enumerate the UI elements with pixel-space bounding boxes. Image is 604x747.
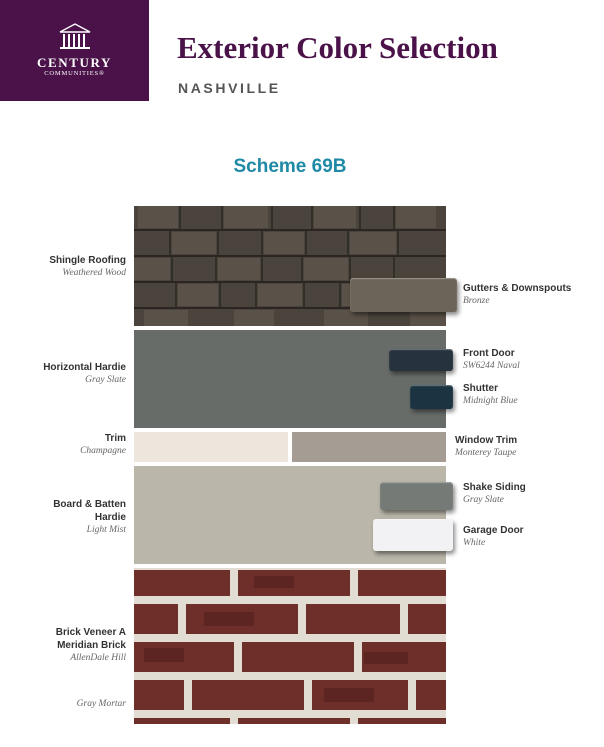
brick-veneer-label: [56, 626, 126, 665]
label-name: Horizontal Hardie: [43, 362, 126, 373]
board-batten-label: [53, 498, 126, 537]
label-value: SW6244 Naval: [463, 361, 520, 371]
label-name: Garage Door: [463, 525, 524, 536]
horizontal-hardie-swatch: [134, 330, 446, 428]
label-name: Trim: [104, 433, 126, 444]
label-value: AllenDale Hill: [70, 653, 126, 663]
label-name: Meridian Brick: [57, 640, 126, 651]
window-trim-label: [455, 434, 517, 460]
label-name: Hardie: [94, 512, 126, 523]
front-door-color-chip: [389, 349, 453, 371]
label-name: Shutter: [463, 383, 498, 394]
trim-label: [80, 432, 126, 458]
columns-logo-icon: [58, 22, 92, 50]
label-value: Champagne: [80, 446, 126, 456]
logo-subtitle: COMMUNITIES®: [44, 70, 105, 77]
label-value: Midnight Blue: [463, 396, 518, 406]
label-name: Window Trim: [455, 435, 518, 446]
shake-siding-color-chip: [380, 482, 453, 510]
label-name: Board & Batten: [53, 499, 126, 510]
label-value: Light Mist: [86, 525, 126, 535]
shutter-label: [463, 382, 518, 408]
label-name: Front Door: [463, 348, 515, 359]
label-value: Monterey Taupe: [455, 448, 517, 458]
scheme-title: Scheme 69B: [233, 156, 347, 177]
brick-texture: [134, 568, 446, 724]
label-name: Brick Veneer A: [55, 627, 126, 638]
label-name: Shake Siding: [463, 482, 526, 493]
gutters-label: [463, 282, 571, 308]
label-value: Gray Slate: [463, 495, 504, 505]
brand-logo-block: [0, 0, 149, 101]
window-trim-swatch: [292, 432, 446, 462]
trim-swatch: [134, 432, 288, 462]
label-value: Weathered Wood: [62, 268, 126, 278]
logo-wordmark: CENTURY: [36, 55, 113, 70]
label-name: Gutters & Downspouts: [463, 283, 572, 294]
garage-door-color-chip: [373, 519, 453, 551]
page-title: Exterior Color Selection: [177, 30, 498, 65]
label-value: White: [463, 538, 486, 548]
horizontal-hardie-label: [43, 361, 126, 387]
label-value: Gray Mortar: [76, 699, 126, 709]
front-door-label: [463, 347, 520, 373]
garage-door-label: [463, 524, 524, 550]
label-value: Gray Slate: [85, 375, 126, 385]
shutter-color-chip: [410, 385, 453, 409]
label-value: Bronze: [463, 296, 490, 306]
city-subtitle: NASHVILLE: [178, 80, 281, 96]
brick-veneer-swatch: [134, 568, 446, 724]
mortar-label: [77, 698, 126, 711]
label-name: Shingle Roofing: [49, 255, 126, 266]
gutters-color-chip: [350, 278, 457, 312]
shake-siding-label: [463, 481, 526, 507]
shingle-roofing-label: [49, 254, 126, 280]
